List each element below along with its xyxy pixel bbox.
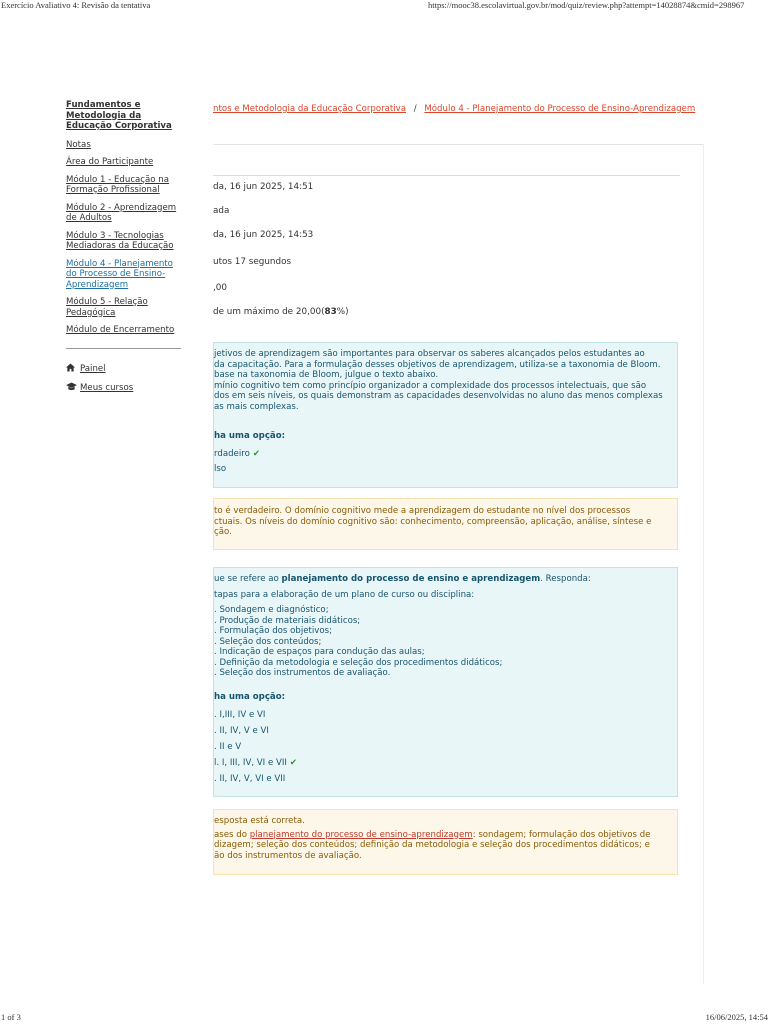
meus-cursos-label[interactable]: Meus cursos — [80, 382, 134, 393]
print-header — [0, 0, 768, 12]
grade-suffix: %) — [336, 307, 349, 317]
question-2-box — [213, 567, 678, 797]
q2-option-c-label: . II e V — [214, 742, 242, 752]
question-1-feedback — [213, 498, 678, 550]
q2-list-item: . Seleção dos conteúdos; — [214, 636, 322, 647]
q2-option-b-label: . II, IV, V e VI — [214, 726, 269, 736]
q1-text-line: as mais complexas. — [214, 401, 299, 412]
summary-grade — [213, 307, 349, 317]
summary-started: da, 16 jun 2025, 14:51 — [213, 182, 314, 192]
sidebar-divider — [66, 348, 181, 349]
sidebar-item-modulo-4[interactable]: Módulo 4 - Planejamento do Processo de Ensino-Aprendizagem — [66, 258, 173, 290]
breadcrumb — [213, 104, 695, 114]
q2-option-d-label: l. I, III, IV, VI e VII — [214, 758, 287, 768]
sidebar-course-title[interactable]: Fundamentos e Metodologia da Educação Corporativa — [66, 100, 172, 131]
q2-intro-pre: ue se refere ao — [214, 574, 282, 584]
sidebar-link-meus-cursos[interactable] — [66, 382, 184, 394]
q2-list-item: . Definição da metodologia e seleção dos procedimentos didáticos; — [214, 657, 503, 668]
q2-intro-post: . Responda: — [540, 574, 591, 584]
print-footer — [0, 1012, 768, 1024]
summary-completed: da, 16 jun 2025, 14:53 — [213, 230, 314, 240]
q1-option-true[interactable] — [214, 449, 260, 459]
print-datetime: 16/06/2025, 14:54 — [705, 1012, 768, 1022]
sidebar-item-modulo-2[interactable]: Módulo 2 - Aprendizagem de Adultos — [66, 202, 177, 223]
content-right-border — [703, 144, 704, 984]
q2-feedback-pre: ases do — [214, 829, 250, 840]
check-icon: ✔ — [252, 449, 261, 459]
q1-option-true-label: rdadeiro — [214, 449, 250, 459]
q2-feedback-line: dizagem; seleção dos conteúdos; definição da metodologia e seleção dos procedimentos didáticos; e — [214, 840, 650, 850]
print-page-number: 1 of 3 — [1, 1012, 21, 1022]
home-icon — [66, 363, 80, 375]
q1-feedback-line: to é verdadeiro. O domínio cognitivo mede a aprendizagem do estudante no nível dos processos — [214, 506, 631, 516]
breadcrumb-module-4[interactable]: Módulo 4 - Planejamento do Processo de Ensino-Aprendizagem — [424, 104, 696, 114]
q1-feedback-line: ctuais. Os níveis do domínio cognitivo são: conhecimento, compreensão, aplicação, análise, síntese e — [214, 516, 652, 527]
summary-divider — [213, 175, 680, 176]
q2-intro — [214, 574, 591, 585]
q1-text-line: da capacitação. Para a formulação desses objetivos de aprendizagem, utiliza-se a taxonomia de Bloom. — [214, 359, 661, 370]
q2-intro-bold: planejamento do processo de ensino e aprendizagem — [281, 574, 541, 584]
content-top-border — [213, 144, 703, 145]
q1-text-line: mínio cognitivo tem como princípio organizador a complexidade dos processos intelectuais, que são — [214, 380, 647, 391]
q2-feedback-link[interactable]: planejamento do processo de ensino-aprendizagem — [249, 829, 473, 840]
q2-option-a-label: . I,III, IV e VI — [214, 710, 266, 720]
print-page-title: Exercício Avaliativo 4: Revisão da tentativa — [1, 0, 151, 10]
painel-label[interactable]: Painel — [80, 363, 106, 374]
summary-state: ada — [213, 206, 230, 216]
summary-marks: ,00 — [213, 283, 227, 293]
check-icon: ✔ — [289, 758, 298, 768]
q2-subtext: tapas para a elaboração de um plano de curso ou disciplina: — [214, 590, 475, 600]
q1-option-false-label: lso — [214, 464, 227, 474]
breadcrumb-course[interactable]: ntos e Metodologia da Educação Corporativa — [213, 104, 406, 114]
q2-list-item: . Sondagem e diagnóstico; — [214, 605, 329, 615]
q2-list-item: . Produção de materiais didáticos; — [214, 615, 361, 626]
q2-option-d[interactable] — [214, 758, 297, 768]
q2-feedback-line — [214, 830, 674, 841]
q1-text-line: base na taxonomia de Bloom, julgue o texto abaixo. — [214, 370, 439, 380]
q2-feedback-post: : sondagem; formulação dos objetivos de — [472, 829, 651, 840]
q2-feedback-line: esposta está correta. — [214, 816, 305, 826]
sidebar-link-painel[interactable] — [66, 363, 184, 375]
sidebar-item-notas[interactable]: Notas — [66, 139, 91, 150]
q1-prompt: ha uma opção: — [214, 431, 286, 441]
sidebar-item-modulo-1[interactable]: Módulo 1 - Educação na Formação Profissional — [66, 174, 169, 195]
sidebar-item-modulo-3[interactable]: Módulo 3 - Tecnologias Mediadoras da Educação — [66, 230, 174, 251]
sidebar-item-modulo-5[interactable]: Módulo 5 - Relação Pedagógica — [66, 297, 148, 318]
graduation-cap-icon — [66, 382, 80, 394]
print-page-url: https://mooc38.escolavirtual.gov.br/mod/quiz/review.php?attempt=14028874&cmid=298967 — [428, 0, 745, 10]
sidebar-item-encerramento[interactable]: Módulo de Encerramento — [66, 325, 175, 335]
q1-option-false[interactable] — [214, 464, 226, 474]
grade-prefix: de um máximo de 20,00( — [213, 307, 325, 317]
q1-text-line: jetivos de aprendizagem são importantes para observar os saberes alcançados pelos estudantes ao — [214, 349, 645, 359]
course-sidebar — [66, 100, 184, 401]
summary-duration: utos 17 segundos — [213, 257, 292, 267]
q2-list-item: . Seleção dos instrumentos de avaliação. — [214, 668, 391, 678]
q2-option-a[interactable] — [214, 710, 265, 720]
q2-feedback-line: ão dos instrumentos de avaliação. — [214, 850, 362, 861]
sidebar-item-area-participante[interactable]: Área do Participante — [66, 157, 154, 167]
grade-percent: 83 — [324, 307, 337, 317]
q2-option-c[interactable] — [214, 742, 241, 752]
question-1-box — [213, 342, 678, 488]
q1-text-line: dos em seis níveis, os quais demonstram as capacidades desenvolvidas no aluno das menos complexas — [214, 391, 663, 401]
q2-list-item: . Formulação dos objetivos; — [214, 626, 332, 636]
q2-prompt: ha uma opção: — [214, 692, 286, 702]
q2-list-item: . Indicação de espaços para condução das aulas; — [214, 647, 425, 657]
question-2-feedback — [213, 809, 678, 875]
q2-option-e-label: . II, IV, V, VI e VII — [214, 774, 286, 784]
breadcrumb-separator: / — [413, 104, 417, 114]
q2-option-b[interactable] — [214, 726, 269, 736]
q2-option-e[interactable] — [214, 774, 285, 784]
q1-feedback-line: ção. — [214, 527, 232, 537]
